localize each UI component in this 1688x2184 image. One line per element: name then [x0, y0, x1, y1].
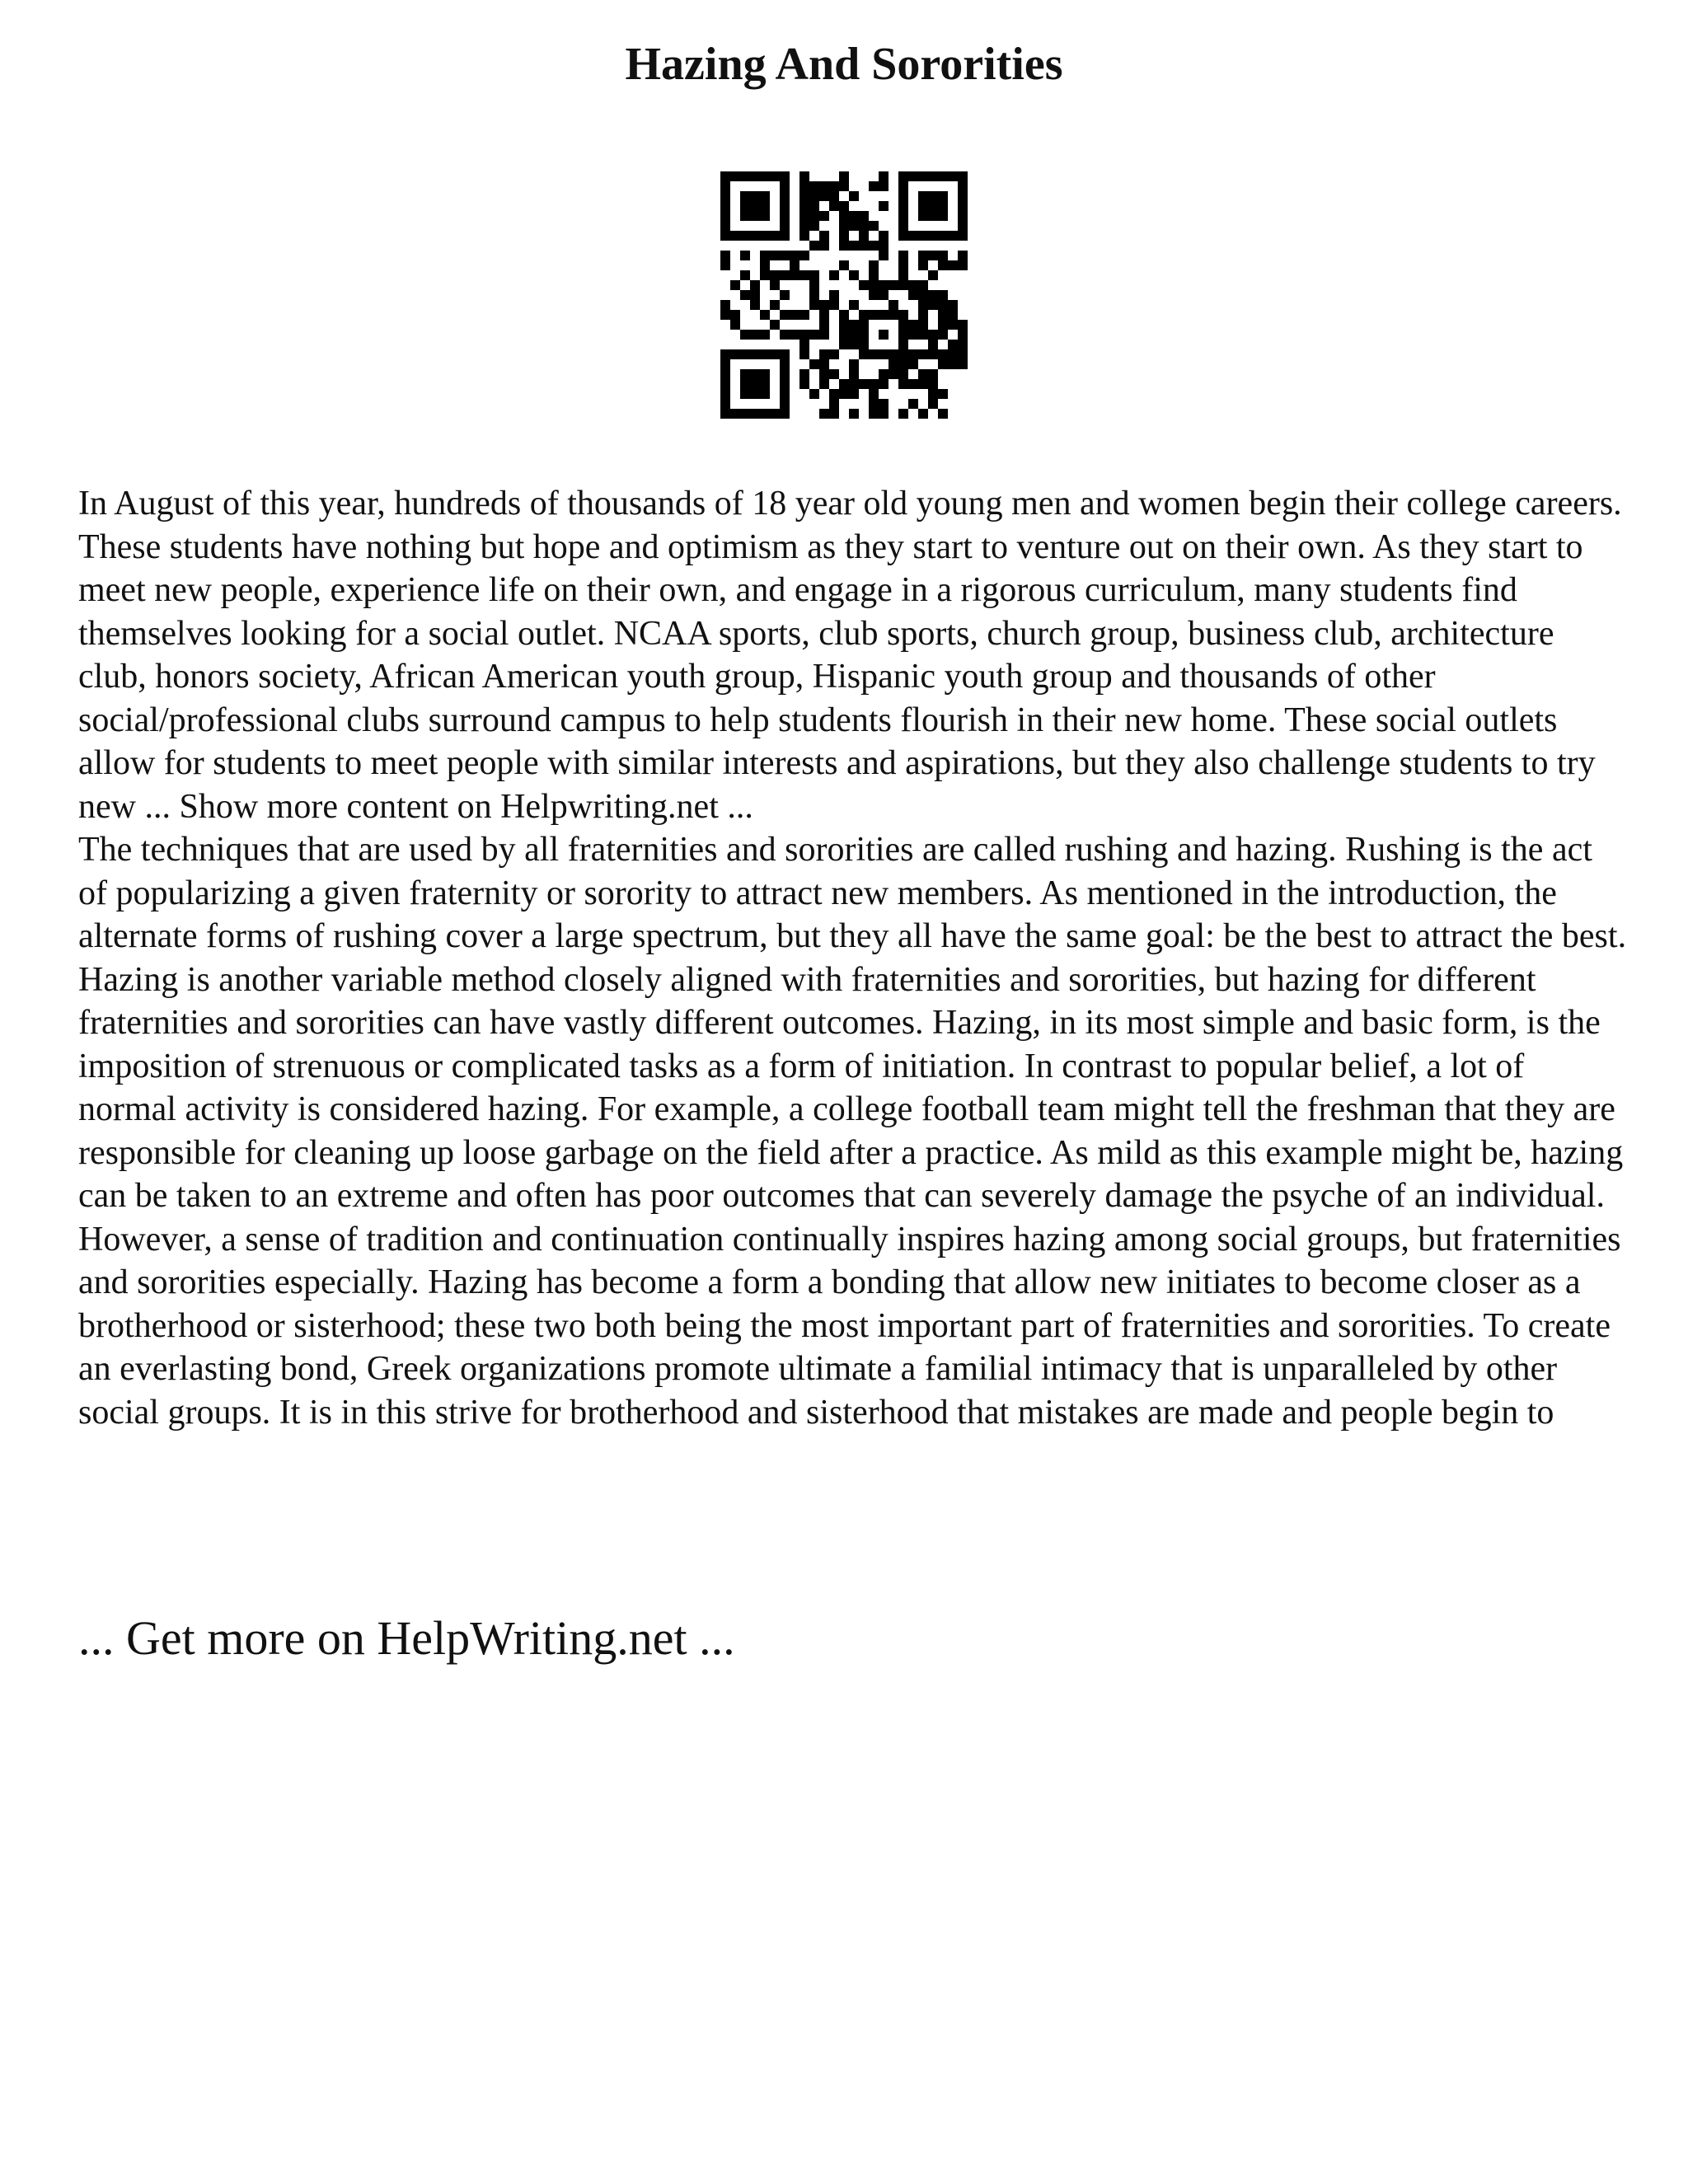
paragraph-intro: In August of this year, hundreds of thousands of 18 year old young men and women begin their college careers. These students have nothing but hope and optimism as they start to venture out on their own. As they start to meet new people, experience life on their own, and engage in a rigorous curriculum, many students find themselves looking for a social outlet. NCAA sports, club sports, church group, business club, architecture club, honors society, African American youth group, Hispanic youth group and thousands of other social/professional clubs surround campus to help students flourish in their new home. These social outlets allow for students to meet people with similar interests and aspirations, but they also challenge students to try new ... Show more content on Helpwriting.net ...: [78, 485, 1622, 826]
qr-code-icon: [720, 171, 968, 419]
get-more-link[interactable]: ... Get more on HelpWriting.net ...: [78, 1611, 735, 1665]
paragraph-hazing: The techniques that are used by all fraternities and sororities are called rushing and hazing. Rushing is the act of popularizing a given fraternity or sorority to attract new members. As mentioned in the introduction, the alternate forms of rushing cover a large spectrum, but they all have the same goal: be the best to attract the best. Hazing is another variable method closely aligned with fraternities and sororities, but hazing for different fraternities and sororities can have vastly different outcomes. Hazing, in its most simple and basic form, is the imposition of strenuous or complicated tasks as a form of initiation. In contrast to popular belief, a lot of normal activity is considered hazing. For example, a college football team might tell the freshman that they are responsible for cleaning up loose garbage on the field after a practice. As mild as this example might be, hazing can be taken to an extreme and often has poor outcomes that can severely damage the psyche of an individual. However, a sense of tradition and continuation continually inspires hazing among social groups, but fraternities and sororities especially. Hazing has become a form a bonding that allow new initiates to become closer as a brotherhood or sisterhood; these two both being the most important part of fraternities and sororities. To create an everlasting bond, Greek organizations promote ultimate a familial intimacy that is unparalleled by other social groups. It is in this strive for brotherhood and sisterhood that mistakes are made and people begin to: [78, 831, 1627, 1432]
page-title: Hazing And Sororities: [625, 39, 1063, 90]
article-body: [78, 482, 1628, 1434]
